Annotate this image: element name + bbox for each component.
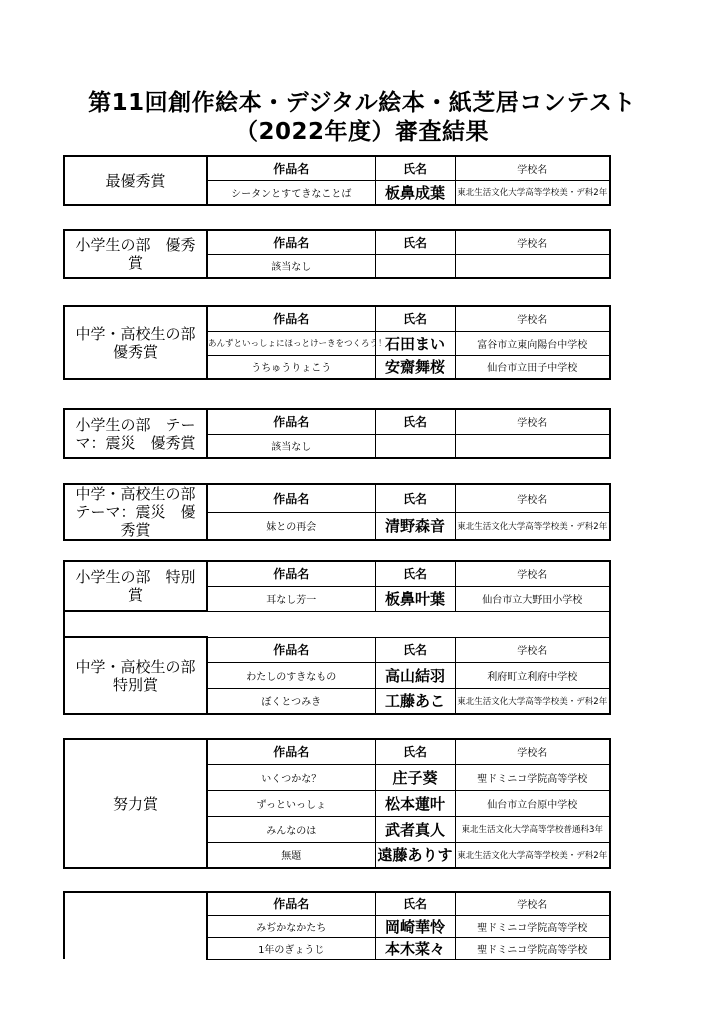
page-subtitle: （2022年度）審査結果 <box>234 119 489 145</box>
header-school: 学校名 <box>455 156 610 180</box>
category-label: 中学・高校生の部 テーマ：震災 優秀賞 <box>64 484 207 540</box>
header-work: 作品名 <box>207 637 375 662</box>
header-work: 作品名 <box>207 306 375 331</box>
work-title: 耳なし芳一 <box>207 586 375 611</box>
school-name <box>455 254 610 278</box>
work-title: シータンとすてきなことば <box>207 180 375 205</box>
page-title: 第11回創作絵本・デジタル絵本・紙芝居コンテスト <box>88 90 636 116</box>
header-name: 氏名 <box>375 306 455 331</box>
school-name: 聖ドミニコ学院高等学校 <box>455 937 610 959</box>
award-table-elementary-disaster-excellence <box>63 408 611 459</box>
entrant-name: 板鼻成葉 <box>375 180 455 205</box>
entrant-name: 高山結羽 <box>375 662 455 688</box>
entrant-name: 庄子葵 <box>375 764 455 790</box>
school-name: 仙台市立大野田小学校 <box>455 586 610 611</box>
header-work: 作品名 <box>207 892 375 915</box>
work-title: みんなのは <box>207 816 375 842</box>
entrant-name <box>375 254 455 278</box>
header-name: 氏名 <box>375 409 455 434</box>
category-label: 小学生の部 優秀賞 <box>64 230 207 278</box>
header-name: 氏名 <box>375 739 455 764</box>
entrant-name: 岡崎華怜 <box>375 915 455 937</box>
header-name: 氏名 <box>375 484 455 512</box>
category-label: 最優秀賞 <box>64 156 207 205</box>
work-title: みぢかなかたち <box>207 915 375 937</box>
entrant-name: 工藤あこ <box>375 688 455 714</box>
category-label: 小学生の部 テーマ：震災 優秀賞 <box>64 409 207 458</box>
school-name: 聖ドミニコ学院高等学校 <box>455 764 610 790</box>
work-title: いくつかな？ <box>207 764 375 790</box>
award-table-grand-prize <box>63 155 611 206</box>
header-school: 学校名 <box>455 561 610 586</box>
header-name: 氏名 <box>375 561 455 586</box>
school-name: 聖ドミニコ学院高等学校 <box>455 915 610 937</box>
category-label: 小学生の部 特別賞 <box>64 561 207 611</box>
award-table-continued <box>63 891 611 960</box>
header-work: 作品名 <box>207 484 375 512</box>
category-label: 中学・高校生の部 特別賞 <box>64 637 207 714</box>
category-label <box>64 892 207 959</box>
entrant-name: 石田まい <box>375 331 455 355</box>
header-work: 作品名 <box>207 561 375 586</box>
work-title: わたしのすきなもの <box>207 662 375 688</box>
school-name: 東北生活文化大学高等学校美・デ科2年 <box>455 180 610 205</box>
school-name: 東北生活文化大学高等学校美・デ科2年 <box>455 512 610 540</box>
work-title: うちゅうりょこう <box>207 355 375 379</box>
header-name: 氏名 <box>375 637 455 662</box>
header-school: 学校名 <box>455 230 610 254</box>
entrant-name: 武者真人 <box>375 816 455 842</box>
header-work: 作品名 <box>207 739 375 764</box>
header-work: 作品名 <box>207 156 375 180</box>
header-school: 学校名 <box>455 739 610 764</box>
work-title: 無題 <box>207 842 375 868</box>
entrant-name: 清野森音 <box>375 512 455 540</box>
header-work: 作品名 <box>207 230 375 254</box>
header-school: 学校名 <box>455 306 610 331</box>
header-school: 学校名 <box>455 484 610 512</box>
entrant-name: 安齋舞桜 <box>375 355 455 379</box>
award-table-secondary-excellence <box>63 305 611 380</box>
school-name: 東北生活文化大学高等学校美・デ科2年 <box>455 688 610 714</box>
spacer-row <box>64 611 610 637</box>
work-title: あんずといっしょにほっとけーきをつくろう！ <box>207 331 375 355</box>
work-title: 該当なし <box>207 434 375 458</box>
entrant-name: 板鼻叶葉 <box>375 586 455 611</box>
header-name: 氏名 <box>375 892 455 915</box>
entrant-name: 遠藤ありす <box>375 842 455 868</box>
header-name: 氏名 <box>375 156 455 180</box>
entrant-name: 松本蓮叶 <box>375 790 455 816</box>
school-name <box>455 434 610 458</box>
work-title: ずっといっしょ <box>207 790 375 816</box>
header-name: 氏名 <box>375 230 455 254</box>
school-name: 東北生活文化大学高等学校美・デ科2年 <box>455 842 610 868</box>
award-table-special-prizes <box>63 560 611 715</box>
entrant-name <box>375 434 455 458</box>
work-title: 1年のぎょうじ <box>207 937 375 959</box>
school-name: 仙台市立田子中学校 <box>455 355 610 379</box>
category-label: 中学・高校生の部 優秀賞 <box>64 306 207 379</box>
school-name: 東北生活文化大学高等学校普通科3年 <box>455 816 610 842</box>
work-title: 該当なし <box>207 254 375 278</box>
work-title: 妹との再会 <box>207 512 375 540</box>
header-school: 学校名 <box>455 637 610 662</box>
school-name: 仙台市立台原中学校 <box>455 790 610 816</box>
category-label: 努力賞 <box>64 739 207 868</box>
work-title: ぼくとつみき <box>207 688 375 714</box>
award-table-effort-prize <box>63 738 611 869</box>
entrant-name: 本木菜々 <box>375 937 455 959</box>
school-name: 利府町立利府中学校 <box>455 662 610 688</box>
award-table-secondary-disaster-excellence <box>63 483 611 541</box>
header-school: 学校名 <box>455 409 610 434</box>
header-work: 作品名 <box>207 409 375 434</box>
school-name: 富谷市立東向陽台中学校 <box>455 331 610 355</box>
header-school: 学校名 <box>455 892 610 915</box>
award-table-elementary-excellence <box>63 229 611 279</box>
